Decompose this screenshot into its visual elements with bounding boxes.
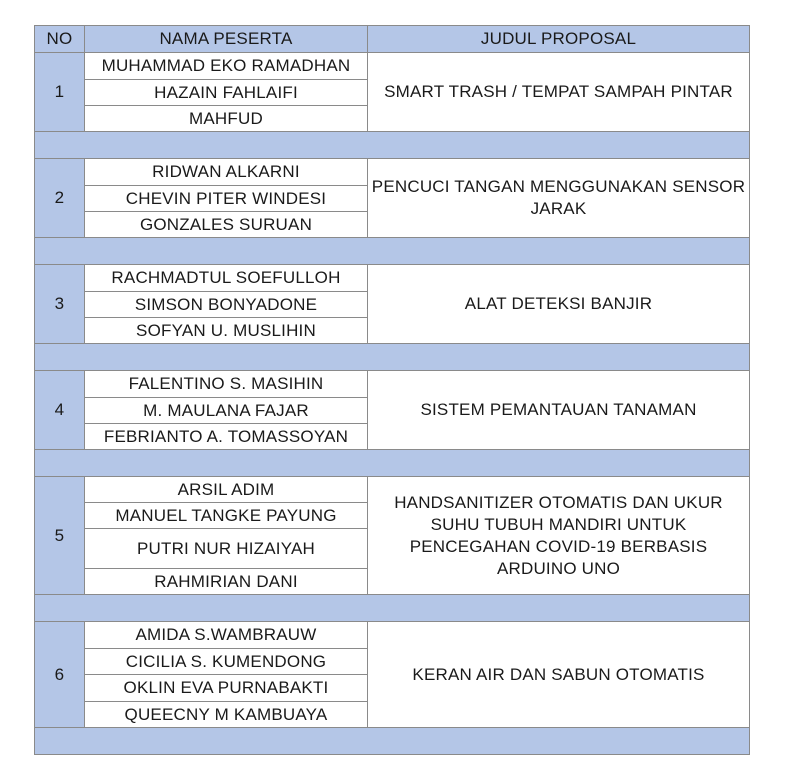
proposal-title: ALAT DETEKSI BANJIR [368,265,750,344]
table-row [35,265,750,292]
separator-cell [35,595,750,622]
table-row [35,53,750,80]
proposal-title: SMART TRASH / TEMPAT SAMPAH PINTAR [368,53,750,132]
participant-name: RAHMIRIAN DANI [85,569,368,595]
separator-cell [35,238,750,265]
separator-row [35,728,750,755]
proposal-table [34,25,750,755]
separator-cell [35,344,750,371]
participant-name: SOFYAN U. MUSLIHIN [85,318,368,344]
separator-cell [35,728,750,755]
header-row [35,26,750,53]
participant-name: RACHMADTUL SOEFULLOH [85,265,368,292]
participant-name: CICILIA S. KUMENDONG [85,649,368,675]
participant-name: SIMSON BONYADONE [85,292,368,318]
separator-row [35,132,750,159]
participant-name: CHEVIN PITER WINDESI [85,186,368,212]
participant-name: QUEECNY M KAMBUAYA [85,702,368,728]
group-number: 1 [35,53,85,132]
separator-row [35,238,750,265]
table-row [35,371,750,398]
header-nama-peserta: NAMA PESERTA [85,26,368,53]
group-number: 3 [35,265,85,344]
table-row [35,159,750,186]
group-number: 4 [35,371,85,450]
participant-name: M. MAULANA FAJAR [85,398,368,424]
participant-name: MAHFUD [85,106,368,132]
participant-name: PUTRI NUR HIZAIYAH [85,529,368,569]
participant-name: FEBRIANTO A. TOMASSOYAN [85,424,368,450]
separator-row [35,595,750,622]
separator-cell [35,132,750,159]
participant-name: MANUEL TANGKE PAYUNG [85,503,368,529]
group-number: 6 [35,622,85,728]
proposal-title: PENCUCI TANGAN MENGGUNAKAN SENSOR JARAK [368,159,750,238]
participant-name: HAZAIN FAHLAIFI [85,80,368,106]
separator-row [35,344,750,371]
separator-row [35,450,750,477]
header-no: NO [35,26,85,53]
participant-name: FALENTINO S. MASIHIN [85,371,368,398]
separator-cell [35,450,750,477]
participant-name: OKLIN EVA PURNABAKTI [85,675,368,702]
proposal-table-container [34,25,749,755]
participant-name: ARSIL ADIM [85,477,368,503]
group-number: 2 [35,159,85,238]
participant-name: RIDWAN ALKARNI [85,159,368,186]
participant-name: MUHAMMAD EKO RAMADHAN [85,53,368,80]
header-judul-proposal: JUDUL PROPOSAL [368,26,750,53]
participant-name: AMIDA S.WAMBRAUW [85,622,368,649]
group-number: 5 [35,477,85,595]
table-row [35,622,750,649]
table-row [35,477,750,503]
participant-name: GONZALES SURUAN [85,212,368,238]
table-body [35,53,750,755]
proposal-title: HANDSANITIZER OTOMATIS DAN UKUR SUHU TUBUH MANDIRI UNTUK PENCEGAHAN COVID-19 BERBASIS ARDUINO UNO [368,477,750,595]
proposal-title: SISTEM PEMANTAUAN TANAMAN [368,371,750,450]
proposal-title: KERAN AIR DAN SABUN OTOMATIS [368,622,750,728]
